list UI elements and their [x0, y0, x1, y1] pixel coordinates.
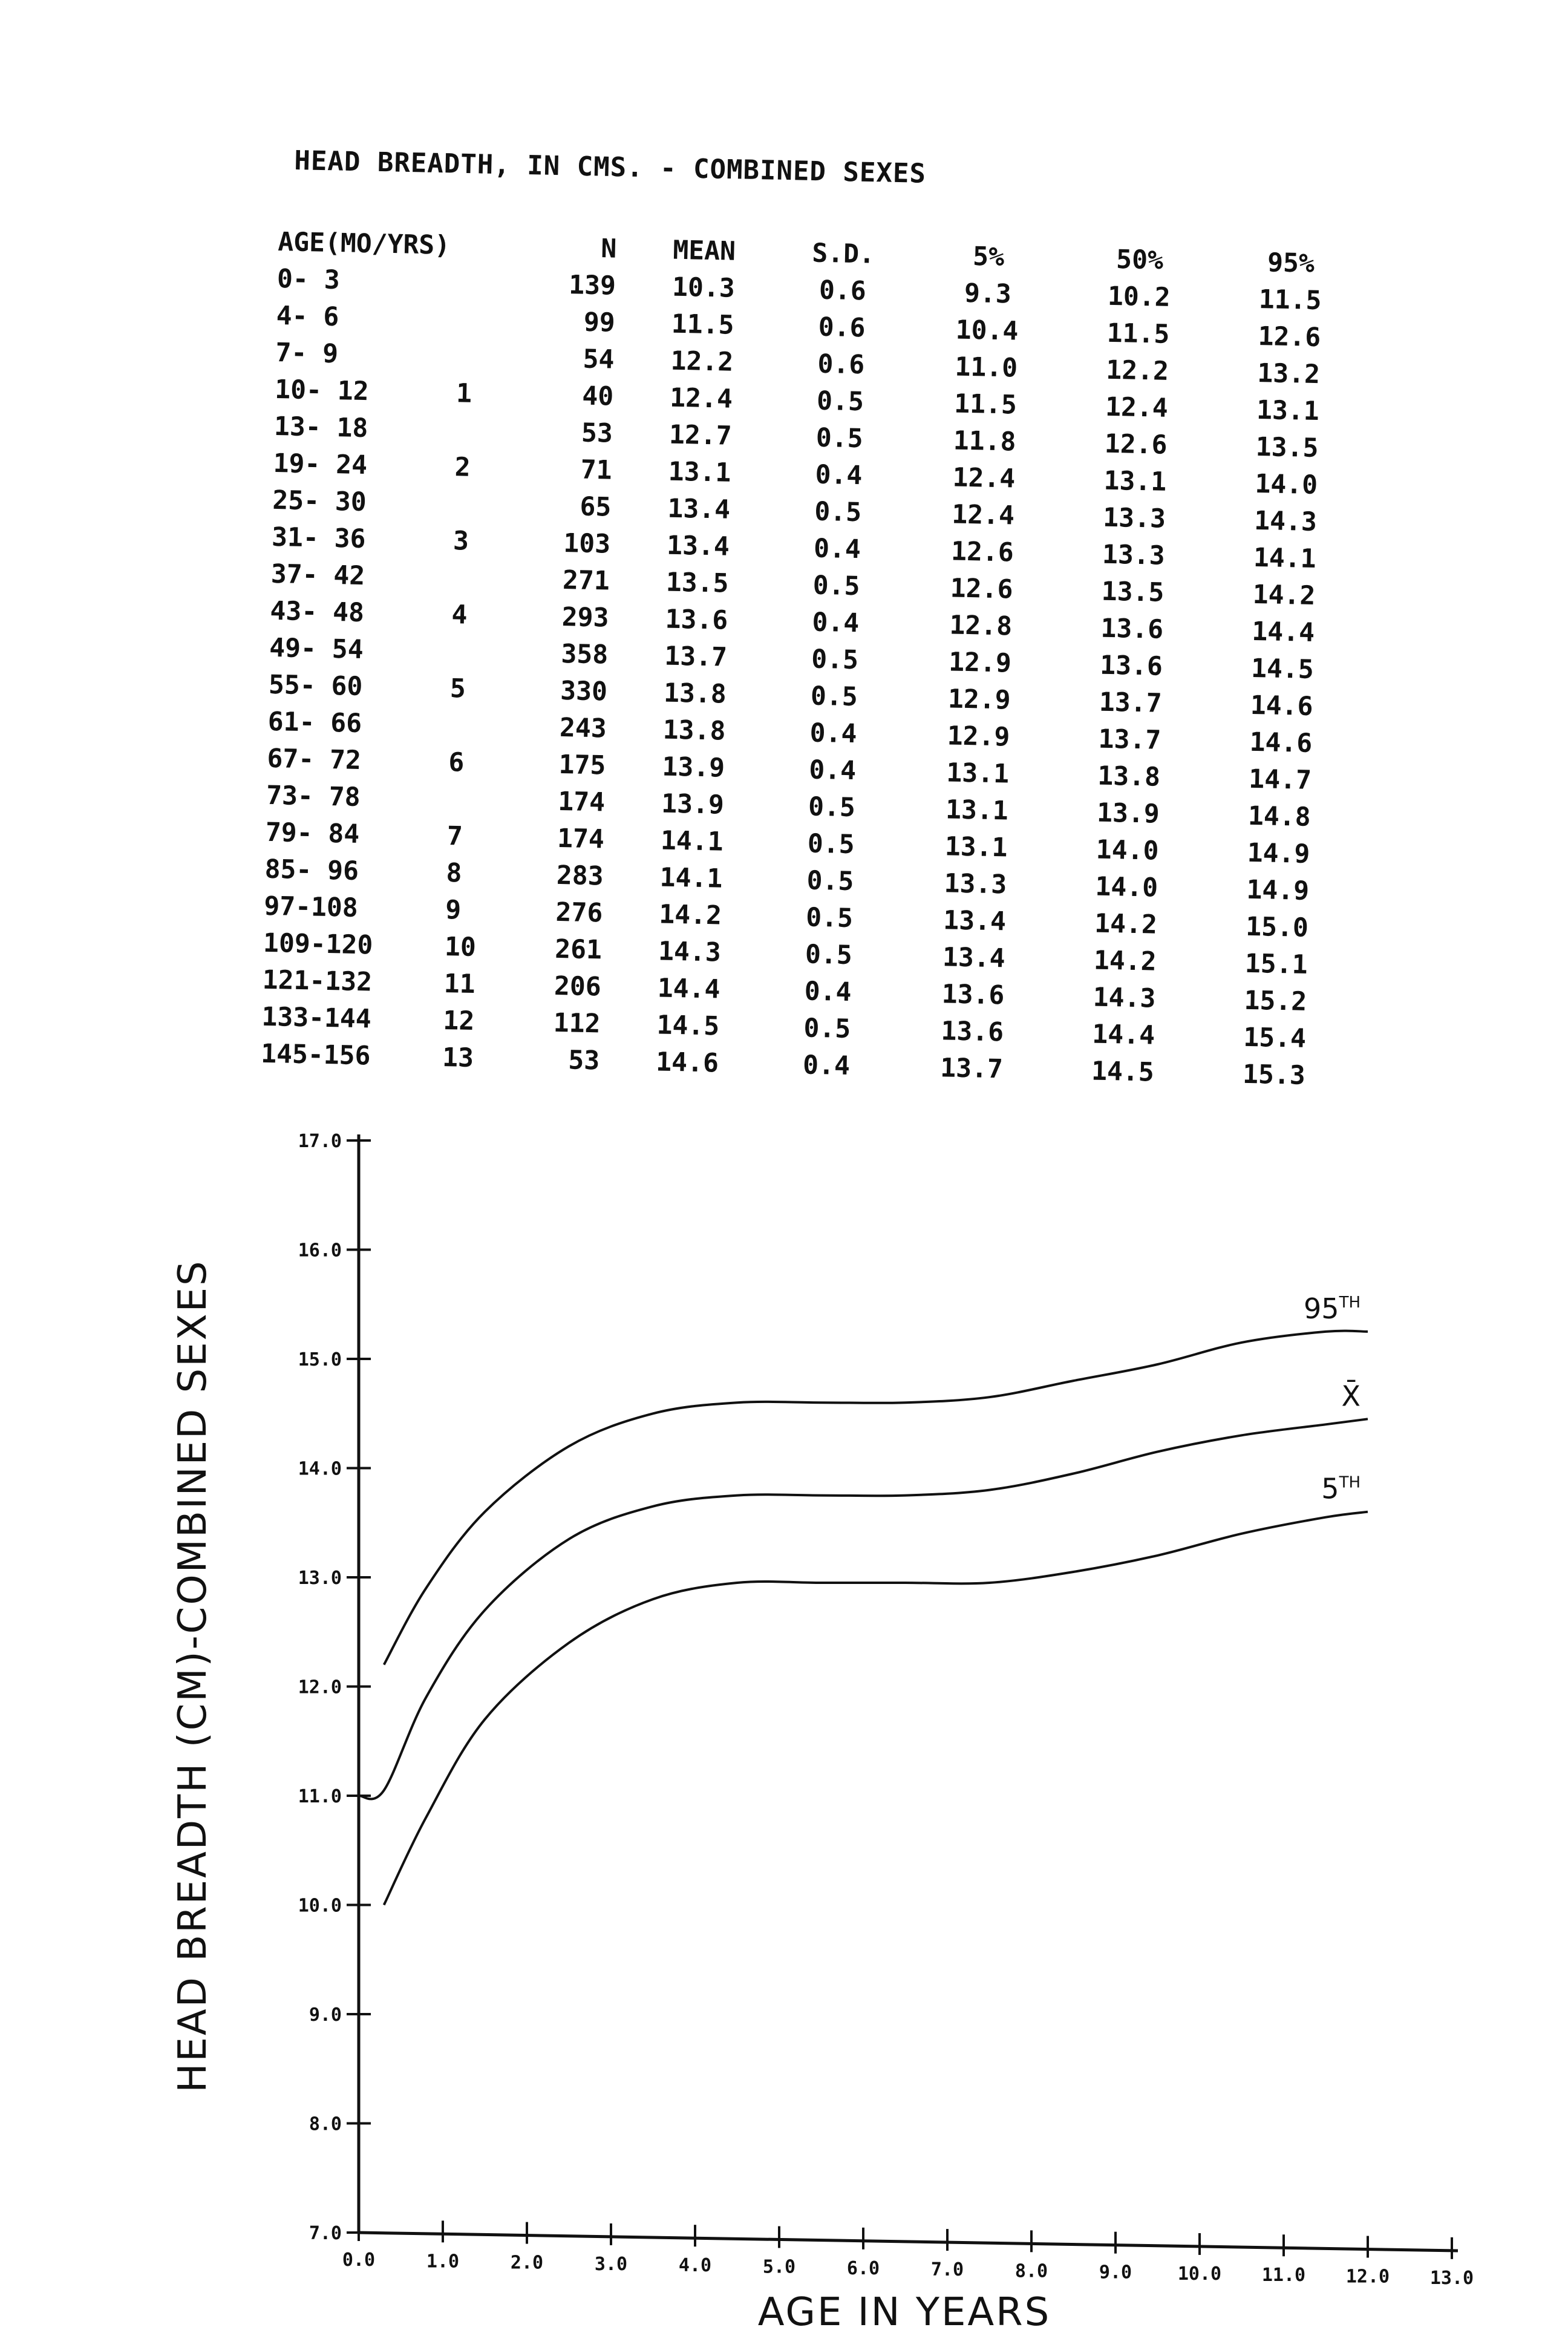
cell-p5: 11.5 [953, 388, 1018, 420]
cell-age: 49- 54 [269, 632, 364, 666]
series-line-1 [359, 1419, 1368, 1799]
x-tick-label: 8.0 [1014, 2260, 1048, 2282]
cell-sd: 0.5 [805, 902, 854, 934]
cell-age: 133-144 [261, 1001, 372, 1035]
cell-age: 7- 9 [275, 337, 339, 370]
cell-p95: 14.0 [1255, 468, 1318, 501]
cell-sd: 0.5 [806, 865, 854, 897]
cell-p50: 12.4 [1105, 391, 1169, 424]
cell-p95: 13.2 [1256, 358, 1321, 390]
x-tick-label: 7.0 [930, 2259, 964, 2281]
cell-age: 109-120 [263, 928, 373, 961]
cell-p5: 13.6 [941, 979, 1005, 1011]
cell-p5: 13.6 [940, 1016, 1004, 1048]
cell-year: 7 [446, 821, 463, 852]
cell-p50: 11.5 [1106, 318, 1170, 350]
cell-sd: 0.4 [813, 533, 861, 565]
cell-year: 8 [446, 858, 462, 889]
cell-sd: 0.5 [812, 570, 861, 602]
x-tick-label: 1.0 [426, 2251, 460, 2272]
y-tick-label: 15.0 [298, 1349, 342, 1370]
cell-p5: 13.1 [944, 831, 1008, 863]
cell-age: 37- 42 [270, 558, 365, 592]
cell-sd: 0.5 [803, 1013, 851, 1045]
cell-p50: 12.2 [1105, 355, 1169, 387]
cell-n: 53 [581, 417, 613, 449]
y-tick-label: 10.0 [298, 1895, 342, 1917]
cell-n: 206 [554, 970, 602, 1003]
cell-sd: 0.4 [804, 976, 852, 1008]
y-tick-label: 11.0 [298, 1786, 342, 1807]
cell-p50: 13.3 [1102, 539, 1166, 571]
cell-sd: 0.4 [802, 1050, 851, 1082]
cell-year: 11 [443, 969, 476, 1000]
header-n: N [600, 234, 617, 264]
cell-p95: 14.8 [1247, 800, 1312, 833]
cell-p50: 14.2 [1094, 908, 1158, 940]
cell-n: 358 [561, 638, 609, 670]
cell-year: 13 [442, 1042, 474, 1074]
cell-p95: 15.0 [1245, 911, 1309, 943]
x-tick-label: 4.0 [678, 2255, 712, 2277]
header-p95: 95% [1267, 247, 1315, 279]
cell-n: 243 [559, 712, 607, 744]
x-tick-label: 10.0 [1177, 2263, 1222, 2285]
cell-sd: 0.5 [814, 496, 862, 528]
x-tick-label: 9.0 [1099, 2262, 1132, 2283]
x-tick-label: 13.0 [1429, 2267, 1474, 2289]
cell-mean: 14.2 [658, 899, 722, 931]
cell-p50: 13.5 [1101, 576, 1165, 608]
cell-age: 67- 72 [266, 743, 362, 776]
cell-mean: 13.4 [666, 530, 730, 562]
cell-mean: 11.5 [671, 309, 734, 341]
x-tick-label: 2.0 [510, 2252, 544, 2274]
series-label-text: 95 [1304, 1292, 1339, 1325]
cell-year: 9 [445, 895, 462, 926]
cell-p5: 13.4 [942, 905, 1007, 937]
cell-n: 53 [567, 1045, 600, 1076]
cell-n: 330 [560, 675, 608, 707]
cell-p5: 13.1 [945, 794, 1009, 826]
cell-mean: 13.5 [665, 567, 730, 599]
cell-sd: 0.6 [818, 312, 866, 344]
cell-p5: 12.9 [947, 684, 1011, 716]
cell-p5: 12.6 [950, 573, 1013, 605]
cell-p50: 13.7 [1099, 687, 1163, 719]
cell-mean: 13.6 [665, 604, 728, 636]
x-tick-label: 0.0 [342, 2250, 376, 2271]
cell-sd: 0.5 [805, 939, 853, 971]
cell-p95: 15.2 [1244, 985, 1307, 1017]
cell-sd: 0.4 [815, 459, 863, 491]
cell-p95: 14.5 [1250, 653, 1315, 686]
cell-p5: 12.4 [952, 462, 1016, 494]
cell-age: 13- 18 [273, 411, 368, 444]
cell-sd: 0.5 [811, 644, 859, 676]
cell-sd: 0.6 [817, 348, 865, 381]
cell-p95: 14.6 [1249, 727, 1313, 759]
x-tick-label: 12.0 [1345, 2266, 1390, 2288]
cell-p95: 15.1 [1244, 948, 1308, 980]
cell-n: 40 [581, 381, 614, 412]
cell-sd: 0.5 [810, 681, 858, 713]
cell-p5: 12.6 [950, 536, 1014, 568]
cell-mean: 13.4 [667, 493, 731, 525]
cell-age: 43- 48 [270, 595, 365, 629]
cell-p50: 14.0 [1096, 834, 1159, 866]
cell-mean: 14.3 [658, 936, 722, 968]
cell-p5: 13.7 [939, 1053, 1004, 1085]
cell-sd: 0.5 [807, 828, 855, 860]
cell-p50: 12.6 [1104, 428, 1168, 460]
cell-sd: 0.5 [815, 422, 864, 454]
cell-n: 103 [563, 528, 611, 560]
cell-year: 3 [452, 526, 469, 557]
header-p50: 50% [1116, 244, 1164, 276]
cell-p50: 13.6 [1100, 613, 1164, 645]
cell-mean: 13.9 [661, 788, 725, 820]
cell-sd: 0.4 [808, 754, 857, 787]
cell-n: 293 [561, 601, 609, 633]
cell-p50: 14.4 [1091, 1019, 1155, 1051]
cell-p95: 14.3 [1253, 505, 1318, 538]
y-tick-label: 17.0 [298, 1131, 342, 1152]
cell-age: 85- 96 [264, 854, 359, 887]
cell-sd: 0.5 [816, 385, 864, 417]
cell-mean: 14.5 [656, 1010, 720, 1042]
x-axis-title: AGE IN YEARS [757, 2290, 1051, 2333]
header-age: AGE(MO/YRS) [277, 226, 451, 261]
cell-p95: 14.1 [1253, 542, 1317, 575]
cell-year: 6 [448, 747, 465, 778]
cell-p5: 13.4 [942, 942, 1006, 974]
cell-n: 174 [557, 823, 605, 855]
cell-p95: 13.5 [1255, 431, 1319, 464]
cell-age: 4- 6 [276, 300, 339, 333]
x-axis-line [359, 2233, 1458, 2251]
cell-p5: 9.3 [964, 278, 1012, 310]
cell-age: 0- 3 [276, 263, 341, 296]
cell-mean: 13.8 [663, 678, 727, 710]
cell-age: 97-108 [263, 891, 359, 924]
cell-age: 19- 24 [273, 448, 368, 481]
cell-p5: 13.1 [946, 757, 1010, 790]
cell-age: 73- 78 [266, 780, 361, 813]
cell-p95: 14.4 [1251, 616, 1315, 649]
cell-p95: 15.4 [1243, 1022, 1307, 1054]
cell-mean: 10.3 [671, 272, 736, 304]
series-label-2 [1321, 1473, 1361, 1505]
cell-age: 10- 12 [274, 374, 370, 407]
cell-p5: 13.3 [944, 868, 1007, 900]
x-tick-label: 11.0 [1261, 2265, 1306, 2286]
y-axis-title: HEAD BREADTH (CM)-COMBINED SEXES [171, 1259, 215, 2093]
cell-year: 10 [444, 932, 477, 963]
y-tick-label: 9.0 [309, 2004, 342, 2026]
cell-age: 55- 60 [268, 669, 363, 702]
chart-group [171, 1131, 1474, 2333]
series-label-superscript: TH [1339, 1473, 1361, 1492]
cell-age: 145-156 [260, 1038, 371, 1072]
cell-p50: 13.3 [1102, 502, 1166, 534]
cell-p95: 13.1 [1256, 394, 1320, 427]
cell-n: 71 [580, 454, 613, 486]
cell-p5: 10.4 [955, 315, 1019, 347]
series-line-0 [384, 1331, 1368, 1665]
cell-p5: 12.9 [947, 721, 1010, 753]
cell-mean: 14.1 [659, 862, 723, 894]
series-label-superscript: TH [1339, 1293, 1361, 1312]
cell-sd: 0.5 [808, 791, 856, 823]
cell-n: 112 [553, 1007, 601, 1039]
cell-p50: 13.6 [1099, 650, 1163, 682]
table-title: HEAD BREADTH, IN CMS. - COMBINED SEXES [293, 145, 927, 189]
cell-p50: 13.7 [1098, 724, 1161, 756]
cell-p50: 13.8 [1097, 761, 1161, 793]
x-tick-label: 5.0 [762, 2256, 796, 2278]
cell-age: 25- 30 [272, 485, 367, 518]
cell-year: 5 [449, 673, 466, 704]
cell-n: 139 [568, 270, 616, 301]
cell-mean: 13.1 [668, 456, 731, 488]
series-label-1 [1341, 1379, 1361, 1412]
cell-p50: 14.2 [1093, 945, 1157, 977]
y-tick-label: 7.0 [309, 2223, 342, 2244]
x-tick-label: 3.0 [594, 2253, 628, 2275]
cell-p50: 10.2 [1107, 281, 1171, 313]
cell-mean: 13.7 [664, 641, 728, 673]
cell-p95: 14.6 [1250, 690, 1313, 722]
cell-n: 54 [583, 344, 615, 375]
cell-mean: 13.8 [662, 715, 726, 747]
cell-year: 2 [454, 452, 471, 483]
cell-mean: 12.4 [669, 382, 733, 414]
cell-p95: 12.6 [1258, 321, 1321, 353]
y-tick-label: 16.0 [298, 1240, 342, 1261]
cell-age: 61- 66 [267, 706, 362, 739]
cell-n: 175 [558, 749, 606, 781]
cell-p50: 13.9 [1096, 797, 1160, 829]
cell-sd: 0.6 [818, 275, 867, 307]
cell-age: 31- 36 [271, 522, 366, 555]
cell-p5: 11.0 [954, 352, 1018, 384]
y-tick-label: 14.0 [298, 1458, 342, 1480]
y-tick-label: 12.0 [298, 1677, 342, 1698]
cell-p5: 12.9 [948, 647, 1012, 679]
cell-year: 1 [456, 378, 472, 409]
cell-p50: 14.3 [1093, 982, 1156, 1014]
cell-p95: 14.7 [1248, 764, 1312, 796]
header-p5: 5% [972, 241, 1005, 273]
cell-age: 121-132 [262, 964, 373, 998]
cell-p5: 11.8 [953, 425, 1017, 457]
cell-year: 4 [451, 600, 468, 630]
cell-n: 271 [562, 564, 610, 597]
cell-mean: 13.9 [662, 751, 725, 784]
cell-p95: 11.5 [1258, 284, 1322, 316]
cell-mean: 14.1 [660, 825, 724, 857]
cell-mean: 14.6 [655, 1047, 719, 1079]
cell-sd: 0.4 [809, 718, 857, 750]
series-line-2 [384, 1512, 1368, 1905]
cell-mean: 14.4 [657, 973, 720, 1005]
cell-mean: 12.7 [668, 419, 733, 451]
cell-n: 99 [583, 307, 616, 338]
y-tick-label: 8.0 [309, 2113, 342, 2135]
cell-p50: 13.1 [1103, 465, 1167, 497]
x-tick-label: 6.0 [846, 2257, 880, 2279]
y-tick-label: 13.0 [298, 1568, 342, 1589]
header-mean: MEAN [672, 235, 736, 267]
cell-n: 174 [557, 786, 606, 818]
cell-n: 276 [555, 897, 603, 929]
cell-p5: 12.8 [949, 610, 1013, 642]
cell-p5: 12.4 [951, 499, 1015, 531]
cell-p95: 14.9 [1247, 837, 1310, 869]
header-sd: S.D. [811, 238, 875, 270]
cell-n: 65 [580, 491, 612, 523]
series-label-text: 5 [1321, 1472, 1339, 1505]
cell-p95: 15.3 [1242, 1059, 1306, 1091]
cell-sd: 0.4 [812, 607, 860, 639]
cell-p95: 14.2 [1252, 579, 1316, 612]
cell-p95: 14.9 [1246, 874, 1310, 906]
cell-n: 283 [556, 860, 604, 892]
cell-year: 12 [442, 1006, 475, 1037]
cell-p50: 14.0 [1095, 871, 1158, 903]
cell-mean: 12.2 [670, 345, 734, 378]
cell-age: 79- 84 [265, 817, 360, 850]
series-label-0 [1304, 1292, 1361, 1325]
series-label-text: X̄ [1341, 1379, 1361, 1413]
cell-n: 261 [554, 934, 603, 966]
cell-p50: 14.5 [1091, 1056, 1155, 1088]
